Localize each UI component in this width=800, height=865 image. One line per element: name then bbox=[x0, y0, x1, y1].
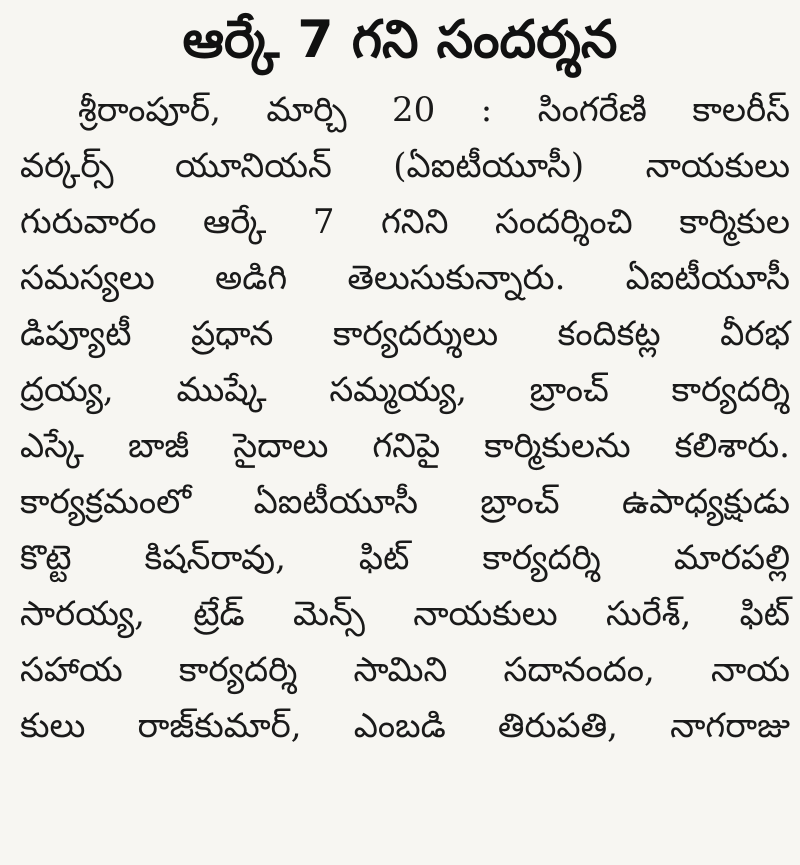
article-headline: ఆర్కే 7 గని సందర్శన bbox=[182, 10, 618, 70]
article-line: ఎస్కే బాజీ సైదాలు గనిపై కార్మికులను కలిశారు. bbox=[20, 426, 790, 466]
article-line: శ్రీరాంపూర్, మార్చి 20 : సింగరేణి కాలరీస్ bbox=[78, 90, 790, 130]
article-line: కొట్టె కిషన్‌రావు, ఫిట్ కార్యదర్శి మారపల్లి bbox=[20, 538, 790, 578]
article-line: సమస్యలు అడిగి తెలుసుకున్నారు. ఏఐటీయూసీ bbox=[20, 258, 790, 298]
article-line: కులు రాజ్‌కుమార్, ఎంబడి తిరుపతి, నాగరాజు bbox=[20, 706, 790, 746]
article-body bbox=[20, 82, 790, 754]
article-line: సహాయ కార్యదర్శి సామిని సదానందం, నాయ bbox=[20, 650, 790, 690]
article-line: కార్యక్రమంలో ఏఐటీయూసీ బ్రాంచ్ ఉపాధ్యక్షుడు bbox=[20, 482, 790, 522]
article-line: గురువారం ఆర్కే 7 గనిని సందర్శించి కార్మికుల bbox=[20, 202, 790, 242]
article-line: వర్కర్స్ యూనియన్ (ఏఐటీయూసీ) నాయకులు bbox=[20, 146, 790, 186]
article-line: సారయ్య, ట్రేడ్ మెన్స్ నాయకులు సురేశ్, ఫిట్ bbox=[20, 594, 790, 634]
article-line: డిప్యూటీ ప్రధాన కార్యదర్శులు కందికట్ల వీరభ bbox=[20, 314, 790, 354]
article-line: ద్రయ్య, ముష్కే సమ్మయ్య, బ్రాంచ్ కార్యదర్శి bbox=[20, 370, 790, 410]
